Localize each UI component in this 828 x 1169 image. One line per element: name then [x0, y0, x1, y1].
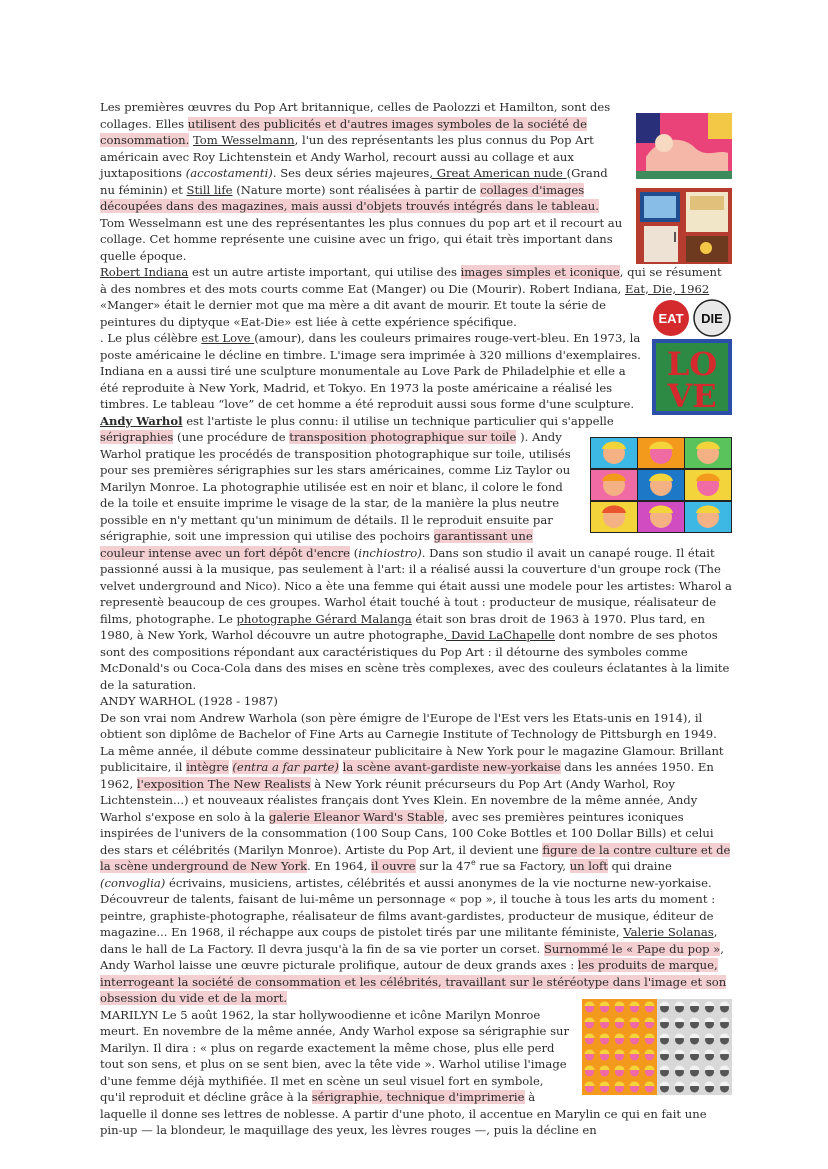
love-top-label: LO: [666, 345, 718, 383]
p7-highlight-1: intègre: [186, 760, 229, 774]
p1-text-1: Les premières œuvres du Pop Art britannique, celles de Paolozzi et Hamilton, sont des collages. Elles: [100, 100, 611, 131]
p1-italic-1: (accostamenti): [185, 166, 273, 180]
p7-text-11: écrivains, musiciens, artistes, célébrités et aussi anonymes de la vie nocturne new-yorkaise. Découvreur de talents, faisant de lui-même un personnage « pop », il touche à tous les arts du moment : peintre, graphiste-photographe, réalisateur de films avant-gardistes, producteur de musique, éditeur de magazine... En 1968, il réchappe aux coups de pistolet tirés par une militante féministe,: [100, 875, 716, 939]
p1-text-6: (Nature morte) sont réalisées à partir de: [232, 182, 481, 197]
p7-text-1: De son vrai nom Andrew Warhola (son père émigre de l'Europe de l'Est vers les Etats-unis en 1914), il obtient son diplôme de Bachelor of Fine Arts au Carnegie Institute of Technology de Pittsburgh en 1949. La même année, il débute comme dessinateur publicitaire à New York pour le magazine Glamour. Brillant publicitaire, il: [100, 710, 724, 774]
p4-text-1: . Le plus célèbre: [100, 331, 202, 345]
link-gerard-malanga[interactable]: photographe Gérard Malanga: [236, 611, 412, 626]
p2-highlight-1: images simples et iconique: [460, 265, 620, 279]
link-robert-indiana[interactable]: Robert Indiana: [100, 265, 189, 279]
p7-highlight-9: les produits de marque, interrogeant la société de consommation et les célébrités, travaillant sur le stéréotype dans l'image et son obsession du vide et de la mort.: [100, 958, 727, 1005]
p7-highlight-8: Surnommé le « Pape du pop »: [543, 941, 721, 956]
still-life-kitchen-image: [636, 188, 732, 264]
great-american-nude-image: [636, 113, 732, 179]
marilyn-row-3: [591, 502, 731, 532]
p5-text-4: (: [350, 545, 359, 560]
p5-highlight-2: transposition photographique sur toile: [289, 430, 517, 444]
p5-highlight-1: sérigraphies: [100, 430, 174, 444]
love-bottom-label: VE: [667, 377, 717, 415]
p8-text-1: MARILYN Le 5 août 1962, la star hollywoodienne et icône Marilyn Monroe meurt. En novembre de la même année, Andy Warhol expose sa sérigraphie sur Marilyn. Il dira : « plus on regarde exactement la même chose, plus elle perd tout son sens, et plus on se sent bien, avec la tête vide ». Warhol utilise l'image d'une femme déjà mythifiée. Il met en scène un seul visuel fort en symbole, qu'il reproduit et décline grâce à la: [100, 1007, 570, 1104]
p7-italic-2: (convoglia): [100, 875, 166, 890]
p1-text-3: , l'un des représentants les plus connus du Pop Art américain avec Roy Lichtenstein et Andy Warhol, recourt aussi au collage et aux juxtapositions: [100, 133, 594, 180]
link-valerie-solanas[interactable]: Valerie Solanas: [623, 925, 714, 939]
p1-highlight-1: utilisent des publicités et d'autres images symboles de la société de consommation.: [100, 116, 587, 147]
link-david-lachapelle[interactable]: , David LaChapelle: [443, 628, 555, 642]
document-body: [100, 99, 732, 1139]
p5-highlight-3: garantissant une couleur intense avec un fort dépôt d'encre: [100, 529, 533, 560]
p5-text-5: . Dans son studio il avait un canapé rouge. Il était passionné aussi à la musique, pas seulement à l'art: il a réalisé aussi la couverture d'un groupe rock (The velvet underground and Nico). Nico a ète una femme qui était aussi une modele pour les artistes: Wharol a representè beaucoup de ces groupes. Warhol était touché à tout : producteur de musique, réalisateur de films, photographe. Le: [100, 545, 732, 626]
link-great-american-nude[interactable]: , Great American nude: [429, 166, 567, 180]
link-tom-wesselmann[interactable]: Tom Wesselmann: [192, 133, 295, 147]
p5-text-2: (une procédure de: [173, 430, 290, 444]
marilyn-row-1: [591, 438, 731, 468]
p1-text-7: Tom Wesselmann est une des représentantes les plus connues du pop art et il recourt au collage. Cet homme représente une cuisine avec un frigo, qui était très important dans quelle époque.: [100, 215, 623, 263]
p7-highlight-3: l'exposition The New Realists: [136, 776, 311, 791]
p7-superscript-1: e: [470, 858, 476, 868]
marilyn-grid-image: [590, 437, 732, 533]
eat-label: EAT: [658, 311, 684, 326]
p2-text-2: , qui se résument à des nombres et des mots courts comme Eat (Manger) ou Die (Mourir). Robert Indiana,: [100, 265, 722, 296]
p8-text-2: à laquelle il donne ses lettres de noblesse. A partir d'une photo, il accentue en Marylin ce qui en fait une pin-up — la blondeur, le maquillage des yeux, les lèvres rouges —, puis la décline en: [100, 1090, 707, 1137]
p5-text-7: dont nombre de ses photos sont des compositions répondant aux caractéristiques du Pop Art : il détourne des symboles comme McDonald's ou Coca-Cola dans des mises en scène très complexes, avec des couleurs éclatantes à la limite de la saturation.: [100, 628, 730, 692]
p5-text-6: était son bras droit de 1963 à 1970. Plus tard, en 1980, à New York, Warhol découvre un autre photographe: [100, 611, 706, 642]
p7-highlight-2: la scène avant-gardiste new-yorkaise: [342, 760, 561, 774]
p1-text-5: (Grand nu féminin) et: [100, 166, 608, 197]
die-label: DIE: [701, 311, 723, 326]
p7-text-6: , avec ses premières peintures iconiques inspirées de l'univers de la consommation (100 Soup Cans, 100 Coke Bottles et 100 Dollar Bills) et celui des stars et célébrités (Marilyn Monroe). Artiste du Pop Art, il devient une: [100, 809, 714, 857]
p7-text-12: , dans le hall de La Factory. Il devra jusqu'à la fin de sa vie porter un corset.: [100, 925, 718, 956]
marilyn-row-2: [591, 470, 731, 500]
p3-text-1: «Manger» était le dernier mot que ma mère a dit avant de mourir. Et toute la série de peintures du diptyque «Eat-Die» est liée à cette expérience spécifique.: [100, 298, 606, 329]
p2-text-1: est un autre artiste important, qui utilise des: [188, 265, 461, 279]
eat-die-love-image: [652, 299, 732, 415]
p7-text-8: sur la 47: [415, 859, 471, 873]
p5-text-3: ). Andy Warhol pratique les procédés de transposition photographique sur toile, utilisés pour ses premières sérigraphies sur les stars américaines, comme Liz Taylor ou Marilyn Monroe. La photographie utilisée est en noir et blanc, il colore le fond de la toile et ensuite imprime le visage de la star, de la manière la plus neutre possible en n'y mettant qu'un minimum de détails. Il le reproduit ensuite par sérigraphie, soit une impression qui utilise des pochoirs: [100, 430, 571, 543]
p5-italic-1: inchiostro): [358, 545, 422, 560]
p7-text-5: à New York réunit précurseurs du Pop Art (Andy Warhol, Roy Lichtenstein...) et nouveaux réalistes français dont Yves Klein. En novembre de la même année, Andy Warhol s'expose en solo à la: [100, 776, 698, 824]
marilyn-diptych-image: [582, 999, 732, 1095]
link-love[interactable]: est Love: [201, 331, 255, 345]
p5-text-1: est l'artiste le plus connu: il utilise un technique particulier qui s'appelle: [182, 413, 614, 428]
p7-highlight-7: un loft: [569, 859, 608, 873]
p7-text-13: , Andy Warhol laisse une œuvre picturale prolifique, autour de deux grands axes :: [100, 941, 724, 972]
section-heading-andy-warhol: ANDY WARHOL (1928 - 1987): [100, 694, 278, 708]
link-still-life[interactable]: Still life: [186, 182, 233, 197]
p4-text-2: (amour), dans les couleurs primaires rouge-vert-bleu. En 1973, la poste américaine le décline en timbre. L'image sera imprimée à 320 millions d'exemplaires. Indiana en a aussi tiré une sculpture monumentale au Love Park de Philadelphie et elle a été reproduite à New York, Madrid, et Tokyo. En 1973 la poste américaine a réalisé les timbres. Le tableau “love” de cet homme a été reproduit aussi sous forme d'une sculpture.: [100, 331, 641, 411]
p7-highlight-6: il ouvre: [371, 859, 416, 873]
p7-text-7: . En 1964,: [307, 859, 372, 873]
p7-italic-1: (entra a far parte): [232, 760, 339, 774]
p7-text-4: dans les années 1950. En 1962,: [100, 760, 714, 791]
p7-text-10: qui draine: [607, 859, 672, 873]
p1-highlight-2: collages d'images découpées dans des magazines, mais aussi d'objets trouvés intégrés dans le tableau.: [100, 182, 599, 213]
p7-text-9: rue sa Factory,: [475, 859, 570, 873]
link-eat-die[interactable]: Eat, Die, 1962: [625, 281, 710, 296]
p7-highlight-5: figure de la contre culture et de la scène underground de New York: [100, 842, 731, 873]
link-andy-warhol[interactable]: Andy Warhol: [100, 413, 183, 428]
p7-highlight-4: galerie Eleanor Ward's Stable: [268, 809, 445, 824]
p1-text-4: . Ses deux séries majeures: [272, 166, 430, 180]
p8-highlight-1: sérigraphie, technique d'imprimerie: [311, 1090, 525, 1104]
